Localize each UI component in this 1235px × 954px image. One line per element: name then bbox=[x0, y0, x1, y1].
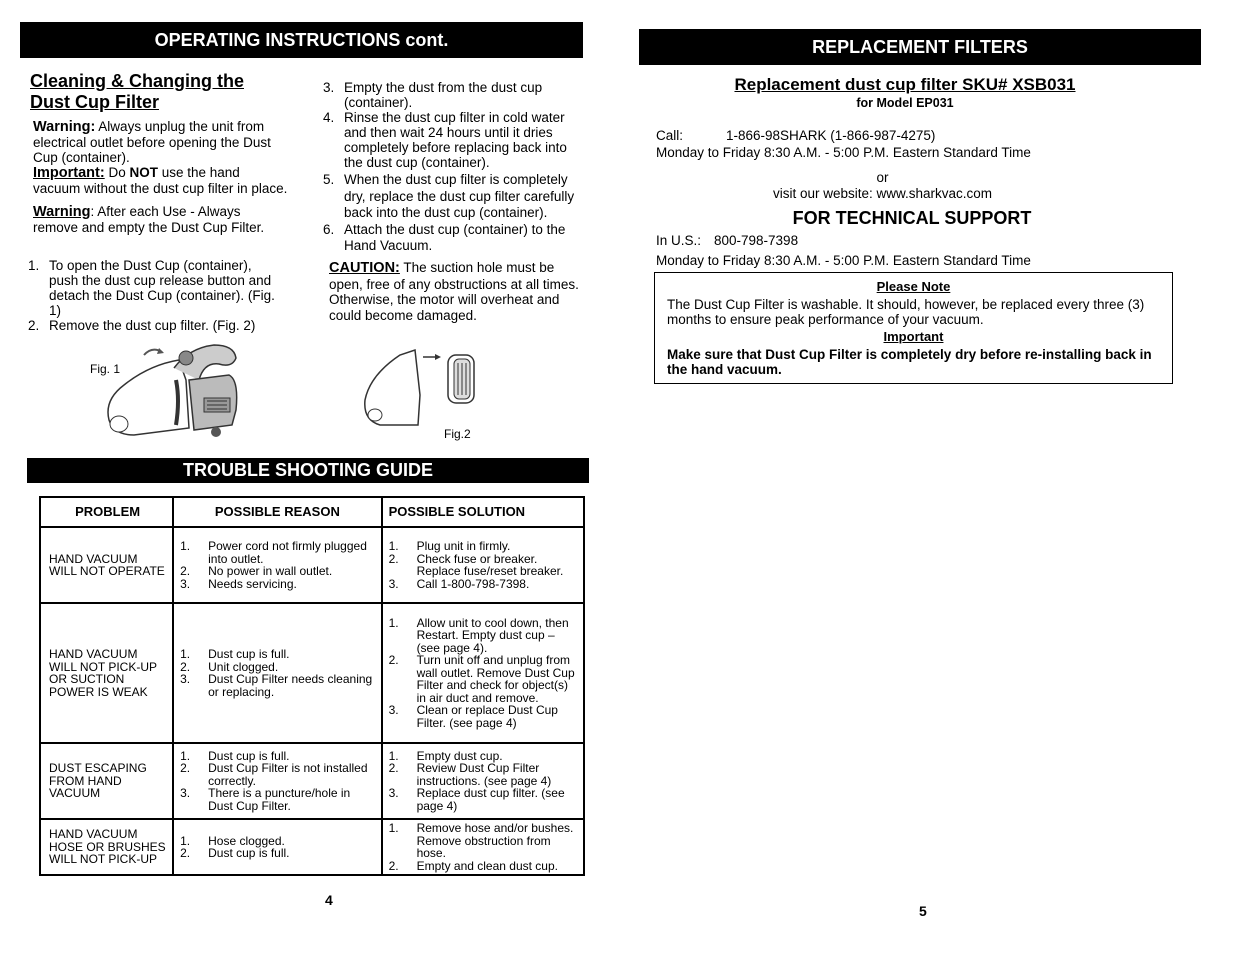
fig2-label: Fig.2 bbox=[444, 427, 471, 441]
trouble-shooting-header: TROUBLE SHOOTING GUIDE bbox=[27, 458, 589, 483]
warning2-text: : After each Use - Always remove and empty the Dust Cup Filter. bbox=[33, 204, 265, 235]
problem-cell: DUST ESCAPING FROM HAND VACUUM bbox=[40, 743, 173, 819]
warning-block bbox=[33, 119, 288, 235]
filter-model: for Model EP031 bbox=[856, 96, 954, 110]
table-row bbox=[40, 743, 584, 819]
warning2 bbox=[33, 204, 288, 235]
list-item: 2. Remove the dust cup filter. (Fig. 2) bbox=[28, 318, 256, 333]
table-row bbox=[40, 819, 584, 875]
reason-cell: 1. Hose clogged. 2. Dust cup is full. bbox=[173, 819, 381, 875]
call-label: Call: bbox=[656, 128, 684, 143]
list-item: 1. To open the Dust Cup (container), push the dust cup release button and detach the Dust Cup (container). (Fig. 1) bbox=[28, 258, 275, 318]
important-note bbox=[33, 165, 288, 196]
page-number-left: 4 bbox=[325, 892, 333, 908]
warning1 bbox=[33, 119, 288, 165]
reason-cell: 1. Dust cup is full. 2. Unit clogged. 3. Dust Cup Filter needs cleaning or replacing. bbox=[173, 603, 381, 743]
please-note-box bbox=[654, 272, 1173, 384]
list-item: 4. Rinse the dust cup filter in cold water and then wait 24 hours until it dries completely before replacing back into the dust cup (container). bbox=[323, 110, 567, 170]
important-text: Make sure that Dust Cup Filter is completely dry before re-installing back in the hand vacuum. bbox=[667, 347, 1152, 377]
us-line bbox=[656, 233, 1056, 248]
solution-cell: 1. Empty dust cup. 2. Review Dust Cup Filter instructions. (see page 4) 3. Replace dust cup filter. (see page 4) bbox=[382, 743, 584, 819]
important-title: Important bbox=[883, 329, 944, 344]
problem-cell: HAND VACUUM WILL NOT PICK-UP OR SUCTION POWER IS WEAK bbox=[40, 603, 173, 743]
table-header-row bbox=[40, 497, 584, 527]
steps-right-list bbox=[323, 80, 589, 255]
us-label: In U.S.: bbox=[656, 233, 702, 248]
column-header: PROBLEM bbox=[40, 497, 173, 527]
section-title-line2: Dust Cup Filter bbox=[30, 92, 159, 112]
section-title-line1: Cleaning & Changing the bbox=[30, 71, 244, 91]
column-header: POSSIBLE SOLUTION bbox=[382, 497, 584, 527]
caution-label: CAUTION: bbox=[329, 260, 400, 276]
warning2-label: Warning bbox=[33, 204, 91, 220]
section-title bbox=[30, 71, 300, 113]
important-label: Important: bbox=[33, 165, 105, 181]
list-item: 5. When the dust cup filter is completely dry, replace the dust cup filter carefully back into the dust cup (container). bbox=[323, 172, 575, 220]
reason-cell: 1. Dust cup is full. 2. Dust Cup Filter is not installed correctly. 3. There is a puncture/hole in Dust Cup Filter. bbox=[173, 743, 381, 819]
caution-text: The suction hole must be open, free of any obstructions at all times. Otherwise, the motor will overheat and could become damaged. bbox=[329, 260, 579, 323]
website-text: visit our website: www.sharkvac.com bbox=[772, 186, 993, 201]
warning1-text: Always unplug the unit from electrical outlet before opening the Dust Cup (container). bbox=[33, 119, 271, 165]
us-number: 800-798-7398 bbox=[714, 233, 799, 248]
solution-cell: 1. Allow unit to cool down, then Restart. Empty dust cup – (see page 4). 2. Turn unit off and unplug from wall outlet. Remove Dust Cup Filter and check for object(s) in air duct and remove. 3. Clean or replace Dust Cup Filter. (see page 4) bbox=[382, 603, 584, 743]
list-item: 6. Attach the dust cup (container) to the Hand Vacuum. bbox=[323, 221, 566, 253]
or-text: or bbox=[876, 170, 889, 185]
call-line bbox=[656, 128, 1196, 143]
hours-line-1: Monday to Friday 8:30 A.M. - 5:00 P.M. Eastern Standard Time bbox=[656, 145, 1031, 160]
important-post: use the hand vacuum without the dust cup filter in place. bbox=[33, 165, 288, 196]
caution-note bbox=[329, 260, 591, 323]
note-text: The Dust Cup Filter is washable. It should, however, be replaced every three (3) months to ensure peak performance of your vacuum. bbox=[667, 297, 1145, 327]
hand-vacuum-figure bbox=[104, 340, 244, 440]
solution-cell: 1. Remove hose and/or bushes. Remove obstruction from hose. 2. Empty and clean dust cup. bbox=[382, 819, 584, 875]
page-number-right: 5 bbox=[919, 903, 927, 919]
table-row bbox=[40, 603, 584, 743]
replacement-filters-header: REPLACEMENT FILTERS bbox=[639, 29, 1201, 65]
reason-cell: 1. Power cord not firmly plugged into outlet. 2. No power in wall outlet. 3. Needs servicing. bbox=[173, 527, 381, 603]
solution-cell: 1. Plug unit in firmly. 2. Check fuse or breaker. Replace fuse/reset breaker. 3. Call 1-800-798-7398. bbox=[382, 527, 584, 603]
list-item: 3. Empty the dust from the dust cup (container). bbox=[323, 80, 543, 110]
steps-left-list bbox=[28, 258, 278, 333]
hours-line-2: Monday to Friday 8:30 A.M. - 5:00 P.M. Eastern Standard Time bbox=[656, 253, 1031, 268]
dust-cup-filter-figure bbox=[360, 345, 480, 430]
operating-instructions-header: OPERATING INSTRUCTIONS cont. bbox=[20, 22, 583, 58]
tech-support-title: FOR TECHNICAL SUPPORT bbox=[792, 208, 1032, 228]
trouble-shooting-table bbox=[39, 496, 585, 876]
table-row bbox=[40, 527, 584, 603]
call-number: 1-866-98SHARK (1-866-987-4275) bbox=[726, 128, 936, 143]
column-header: POSSIBLE REASON bbox=[173, 497, 381, 527]
important-pre: Do bbox=[104, 165, 130, 180]
problem-cell: HAND VACUUM WILL NOT OPERATE bbox=[40, 527, 173, 603]
problem-cell: HAND VACUUM HOSE OR BRUSHES WILL NOT PICK-UP bbox=[40, 819, 173, 875]
warning1-label: Warning: bbox=[33, 119, 96, 135]
note-title: Please Note bbox=[876, 279, 951, 294]
filter-title: Replacement dust cup filter SKU# XSB031 bbox=[734, 75, 1076, 94]
fig1-label: Fig. 1 bbox=[90, 362, 121, 376]
important-not: NOT bbox=[129, 165, 158, 180]
